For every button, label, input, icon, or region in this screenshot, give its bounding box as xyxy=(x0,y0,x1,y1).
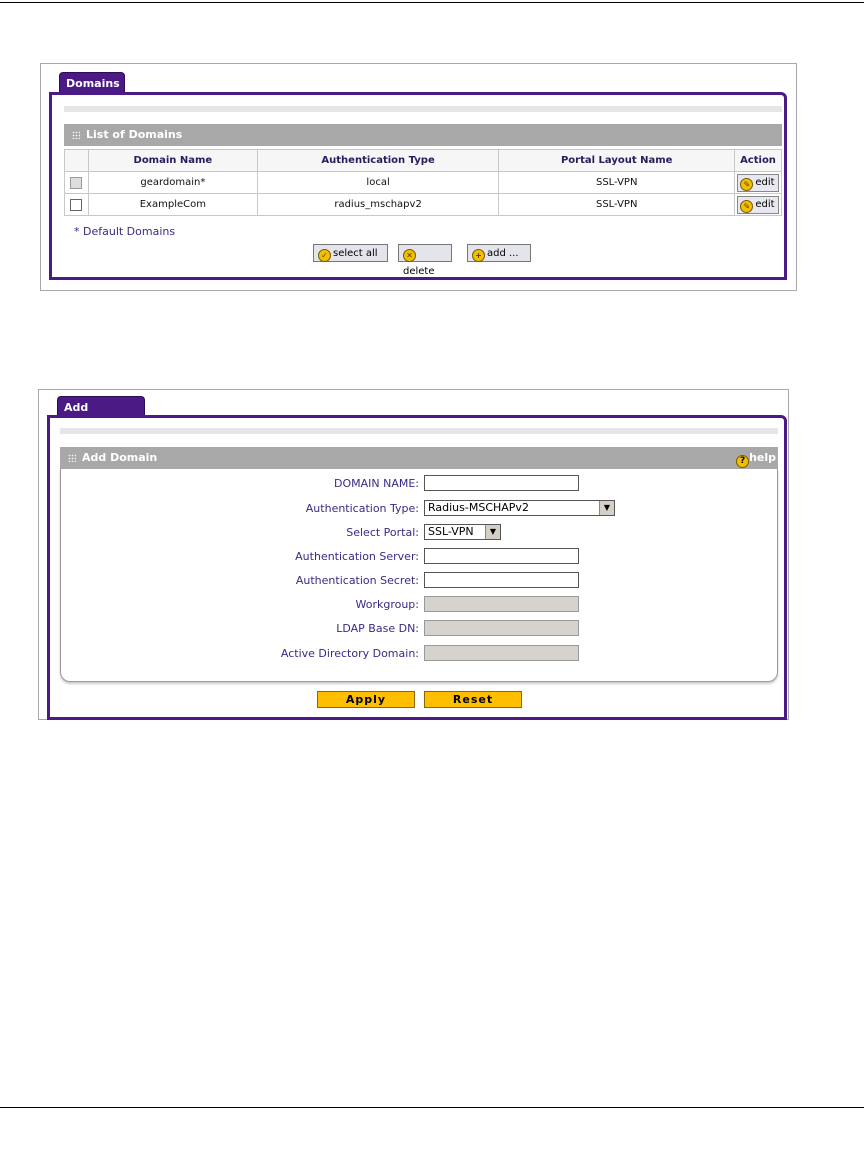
pencil-icon: ✎ xyxy=(740,200,753,213)
default-domains-note: * Default Domains xyxy=(74,225,176,238)
auth-type-select[interactable] xyxy=(424,500,615,516)
auth-type-value: Radius-MSCHAPv2 xyxy=(428,501,529,514)
edit-label: edit xyxy=(755,176,775,188)
grip-icon xyxy=(68,454,76,462)
chevron-down-icon[interactable]: ▼ xyxy=(599,501,614,515)
help-label: help xyxy=(749,451,776,464)
delete-label: delete xyxy=(403,266,435,277)
help-link[interactable] xyxy=(736,447,776,469)
col-select xyxy=(65,150,89,172)
ldap-base-dn-label: LDAP Base DN: xyxy=(336,622,419,635)
top-rule xyxy=(0,2,864,3)
top-strip xyxy=(64,106,782,112)
select-all-label: select all xyxy=(333,248,378,259)
edit-button[interactable] xyxy=(737,196,778,214)
help-icon: ? xyxy=(736,455,749,468)
domain-name-label: DOMAIN NAME: xyxy=(333,477,419,490)
top-strip xyxy=(60,428,778,434)
table-row xyxy=(65,172,782,194)
select-portal-label: Select Portal: xyxy=(346,526,419,539)
ad-domain-label: Active Directory Domain: xyxy=(280,647,419,660)
edit-button[interactable] xyxy=(737,174,778,192)
edit-label: edit xyxy=(755,198,775,210)
add-domain-form xyxy=(60,469,778,682)
auth-type-label: Authentication Type: xyxy=(305,502,419,515)
chevron-down-icon[interactable]: ▼ xyxy=(485,525,500,539)
add-domain-frame xyxy=(47,415,787,720)
portal-value: SSL-VPN xyxy=(428,525,474,538)
list-of-domains-header xyxy=(64,124,782,146)
add-button[interactable] xyxy=(467,244,531,262)
domains-table xyxy=(64,149,782,216)
col-domain-name: Domain Name xyxy=(88,150,257,172)
col-action: Action xyxy=(735,150,782,172)
table-header-row xyxy=(65,150,782,172)
grip-icon xyxy=(72,131,80,139)
auth-secret-label: Authentication Secret: xyxy=(295,574,419,587)
row-checkbox[interactable] xyxy=(70,199,82,211)
auth-server-input[interactable] xyxy=(424,548,579,564)
add-label: add ... xyxy=(487,248,519,259)
section-title: List of Domains xyxy=(86,128,183,141)
tab-add-domain[interactable]: Add xyxy=(57,396,145,419)
apply-button[interactable]: Apply xyxy=(317,691,415,708)
domains-screenshot xyxy=(40,63,797,291)
domain-name-cell: ExampleCom xyxy=(88,194,257,216)
auth-type-cell: radius_mschapv2 xyxy=(257,194,499,216)
portal-cell: SSL-VPN xyxy=(499,172,735,194)
bottom-rule xyxy=(0,1107,864,1108)
col-portal-layout: Portal Layout Name xyxy=(499,150,735,172)
plus-icon: + xyxy=(472,249,485,262)
ad-domain-input xyxy=(424,645,579,661)
auth-type-cell: local xyxy=(257,172,499,194)
delete-button[interactable] xyxy=(398,244,452,277)
select-all-button[interactable] xyxy=(313,244,388,262)
auth-secret-input[interactable] xyxy=(424,572,579,588)
ldap-base-dn-input xyxy=(424,620,579,636)
pencil-icon: ✎ xyxy=(740,178,753,191)
workgroup-label: Workgroup: xyxy=(355,598,419,611)
reset-button[interactable]: Reset xyxy=(424,691,522,708)
portal-select[interactable] xyxy=(424,524,501,540)
add-domain-header xyxy=(60,447,778,469)
section-title: Add Domain xyxy=(82,451,158,464)
domain-name-input[interactable] xyxy=(424,475,579,491)
add-domain-screenshot xyxy=(38,389,789,720)
row-checkbox xyxy=(70,177,82,189)
tab-domains[interactable]: Domains xyxy=(59,72,125,95)
table-row xyxy=(65,194,782,216)
portal-cell: SSL-VPN xyxy=(499,194,735,216)
delete-icon: ✕ xyxy=(403,249,416,262)
col-auth-type: Authentication Type xyxy=(257,150,499,172)
workgroup-input xyxy=(424,596,579,612)
domains-frame xyxy=(49,92,787,280)
domain-name-cell: geardomain* xyxy=(88,172,257,194)
auth-server-label: Authentication Server: xyxy=(295,550,419,563)
check-icon: ✓ xyxy=(318,249,331,262)
